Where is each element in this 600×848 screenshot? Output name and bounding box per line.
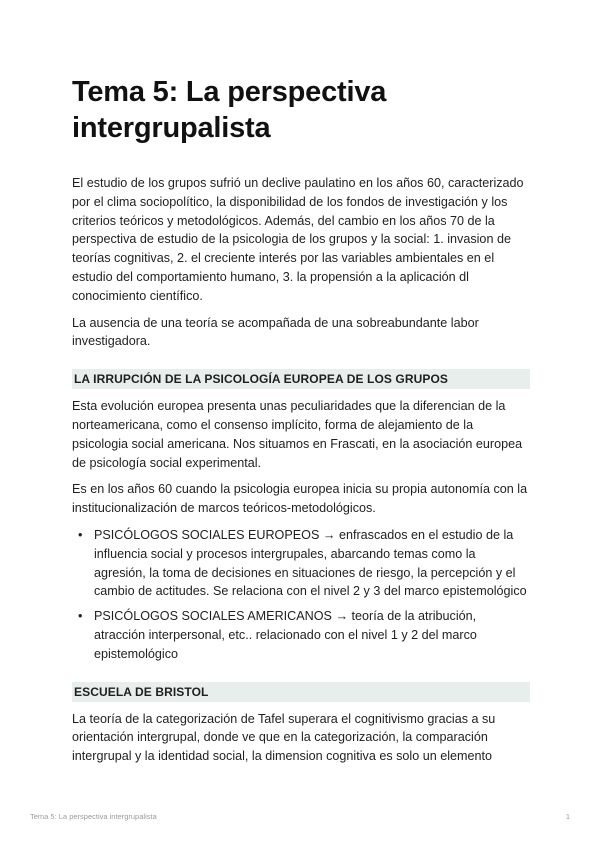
list-item [72,607,530,663]
intro-paragraph: El estudio de los grupos sufrió un declive paulatino en los años 60, caracterizado por el clima sociopolítico, la disponibilidad de los fondos de investigación y los criterios teóricos y metodológicos. Además, del cambio en los años 70 de la perspectiva de estudio de la psicologia de los grupos y la social: 1. invasion de teorías cognitivas, 2. el creciente interés por las variables ambientales en el estudio del comportamiento humano, 3. la propensión a la aplicación dl conocimiento científico. [72,176,524,303]
page-title: Tema 5: La perspectiva intergrupalista [72,76,387,144]
bullet-dot-icon: • [78,609,83,624]
list-item [72,526,530,601]
section-paragraph: Esta evolución europea presenta unas peculiaridades que la diferencian de la norteamericana, como el consenso implícito, forma de alejamiento de la psicologia social americana. Nos situamos en Frascati, en la asociación europea de psicología social experimental. [72,399,523,470]
section-paragraph: La teoría de la categorización de Tafel superara el cognitivismo gracias a su orientación intergrupal, donde ve que en la categorización, la comparación intergrupal y la identidad social, la dimension cognitiva es solo un elemento [72,711,496,764]
document-page [72,74,530,774]
intro-paragraph: La ausencia de una teoría se acompañada de una sobreabundante labor investigadora. [72,315,479,349]
section-heading: ESCUELA DE BRISTOL [72,682,530,702]
bullet-list [72,526,530,664]
bullet-dot-icon: • [78,527,83,542]
section-heading: LA IRRUPCIÓN DE LA PSICOLOGÍA EUROPEA DE LOS GRUPOS [72,369,530,389]
list-item-text: PSICÓLOGOS SOCIALES EUROPEOS → enfrascados en el estudio de la influencia social y procesos intergrupales, abarcando temas como la agresión, la toma de decisiones en situaciones de riesgo, la percepción y el cambio de actitudes. Se relaciona con el nivel 2 y 3 del marco epistemológico [94,527,527,599]
list-item-text: PSICÓLOGOS SOCIALES AMERICANOS → teoría de la atribución, atracción interpersonal, etc.. relacionado con el nivel 1 y 2 del marco epistemológico [94,609,477,661]
page-number: 1 [565,812,570,821]
section-paragraph: Es en los años 60 cuando la psicologia europea inicia su propia autonomía con la institucionalización de marcos teóricos-metodológicos. [72,482,528,516]
page-footer [30,812,570,821]
footer-title: Tema 5: La perspectiva intergrupalista [30,812,157,821]
